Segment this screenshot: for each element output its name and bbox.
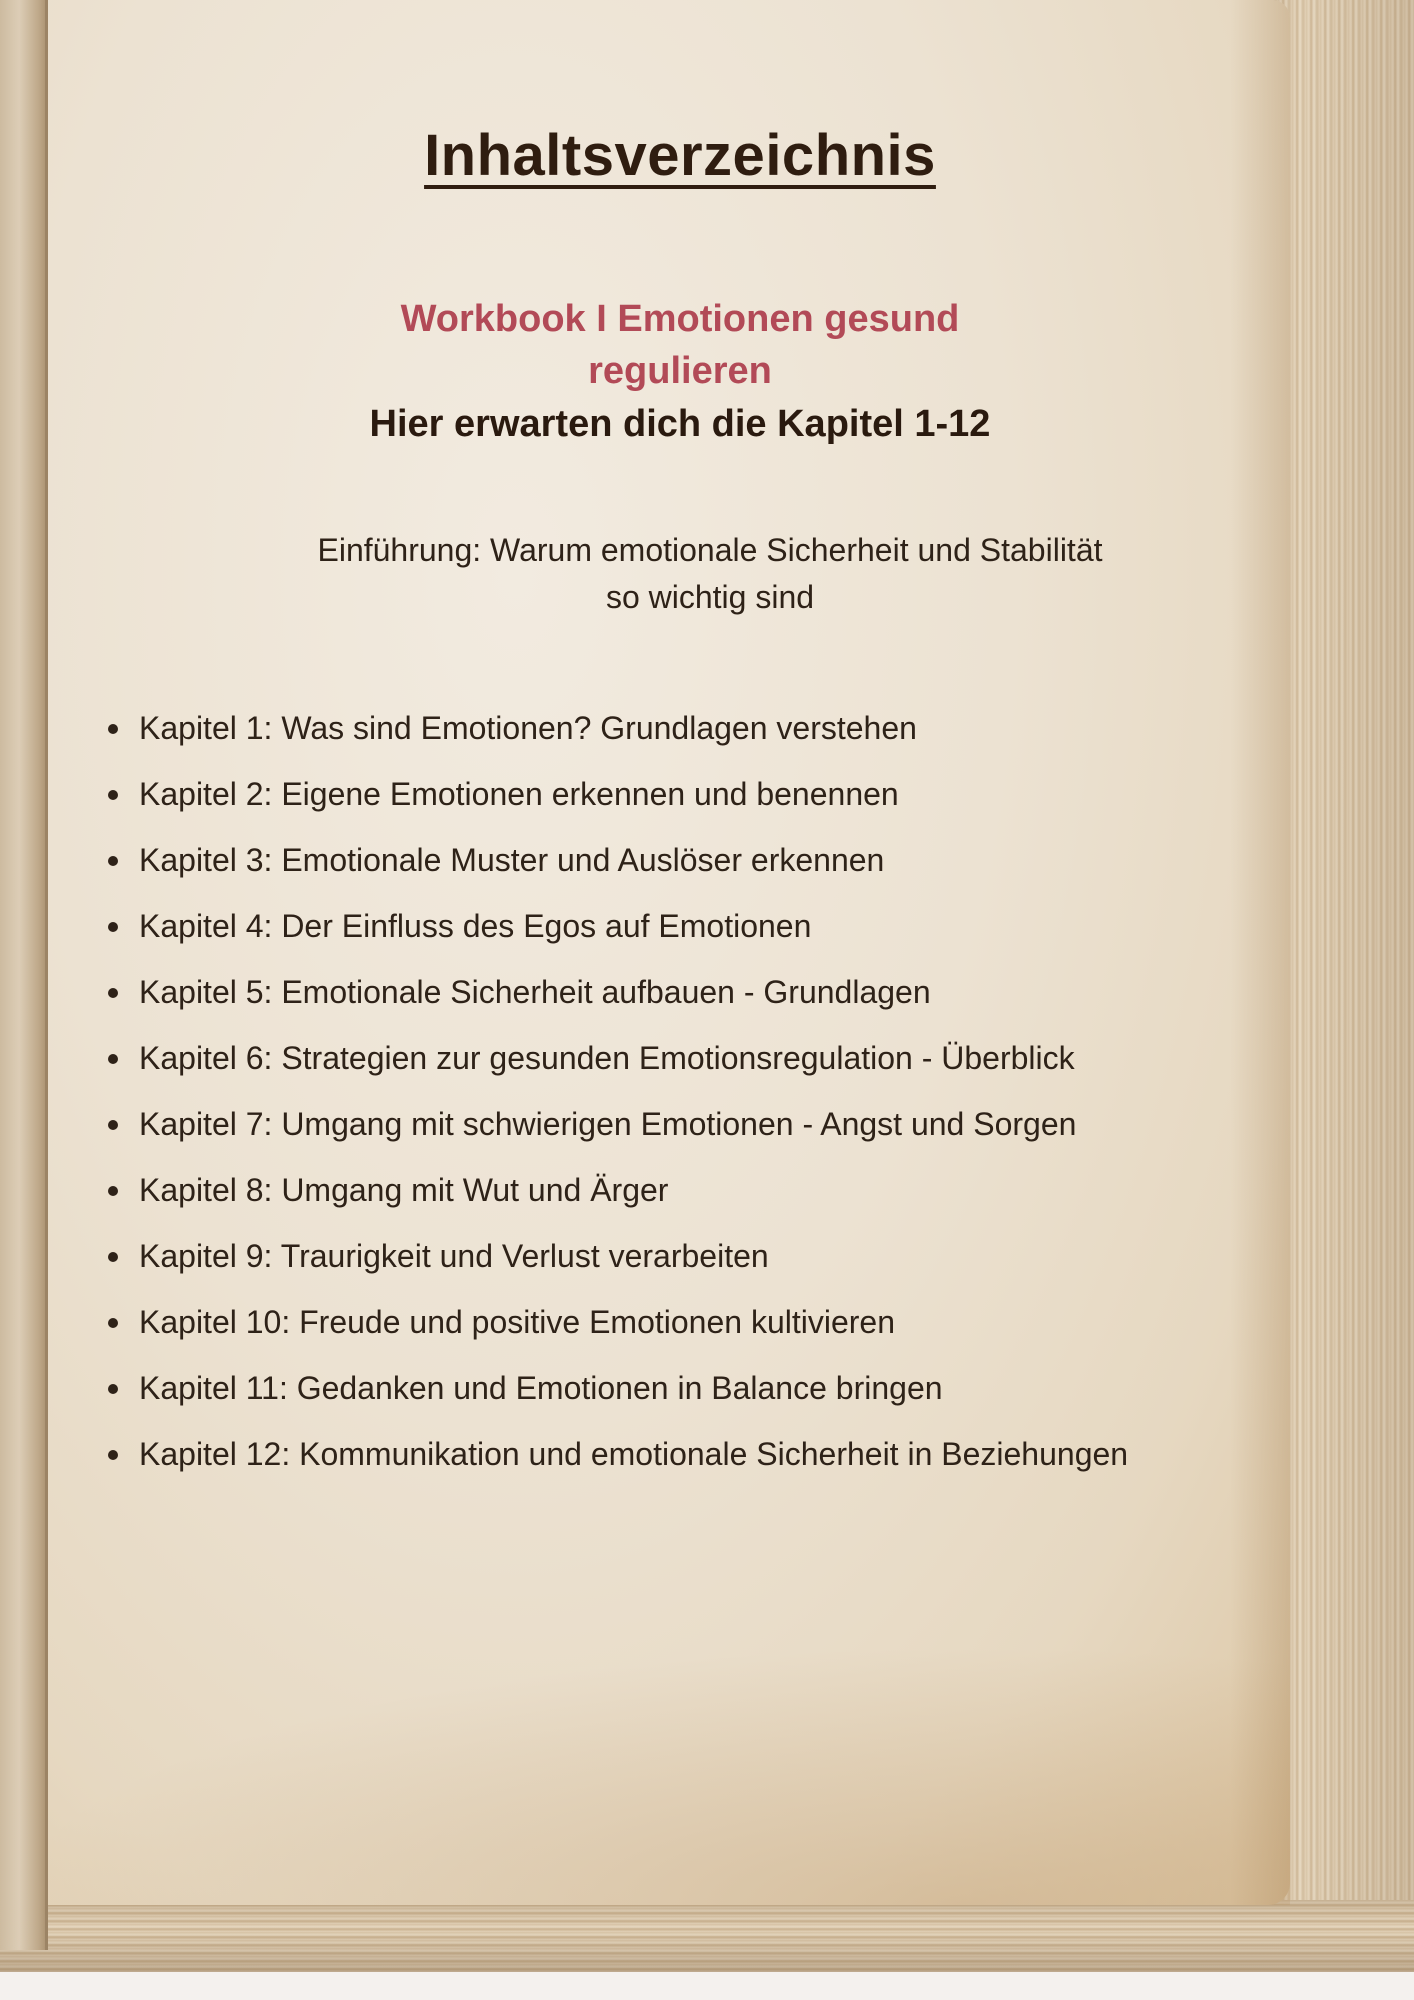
chapter-item-2: Kapitel 2: Eigene Emotionen erkennen und benennen (139, 761, 1389, 827)
chapter-item-12: Kapitel 12: Kommunikation und emotionale Sicherheit in Beziehungen (139, 1421, 1139, 1487)
chapter-item-4: Kapitel 4: Der Einfluss des Egos auf Emotionen (139, 893, 1389, 959)
introduction-line-1: Einführung: Warum emotionale Sicherheit und Stabilität (317, 532, 1103, 568)
chapter-list (60, 695, 1389, 1487)
chapters-heading: Hier erwarten dich die Kapitel 1-12 (369, 403, 991, 445)
workbook-subtitle-line-1: Workbook I Emotionen gesund (400, 298, 960, 340)
chapter-item-8: Kapitel 8: Umgang mit Wut und Ärger (139, 1157, 1389, 1223)
page-title-text: Inhaltsverzeichnis (424, 123, 936, 188)
workbook-subtitle (60, 293, 1300, 397)
chapter-item-3: Kapitel 3: Emotionale Muster und Auslöser erkennen (139, 827, 1389, 893)
chapter-item-9: Kapitel 9: Traurigkeit und Verlust verarbeiten (139, 1223, 1389, 1289)
chapter-item-1: Kapitel 1: Was sind Emotionen? Grundlagen verstehen (139, 695, 1389, 761)
chapter-item-11: Kapitel 11: Gedanken und Emotionen in Balance bringen (139, 1355, 1389, 1421)
chapter-item-5: Kapitel 5: Emotionale Sicherheit aufbauen - Grundlagen (139, 959, 1389, 1025)
chapter-item-6: Kapitel 6: Strategien zur gesunden Emotionsregulation - Überblick (139, 1025, 1389, 1091)
chapter-item-10: Kapitel 10: Freude und positive Emotionen kultivieren (139, 1289, 1389, 1355)
page-edges-bottom (0, 1900, 1414, 1972)
chapter-item-7: Kapitel 7: Umgang mit schwierigen Emotionen - Angst und Sorgen (139, 1091, 1389, 1157)
page-content (60, 0, 1260, 1900)
workbook-subtitle-line-2: regulieren (588, 350, 772, 392)
book-spine (0, 0, 48, 1950)
introduction-line-2: so wichtig sind (605, 579, 815, 615)
page-title (60, 122, 1300, 189)
introduction-entry (160, 527, 1260, 621)
torn-edge (0, 1972, 1414, 2000)
